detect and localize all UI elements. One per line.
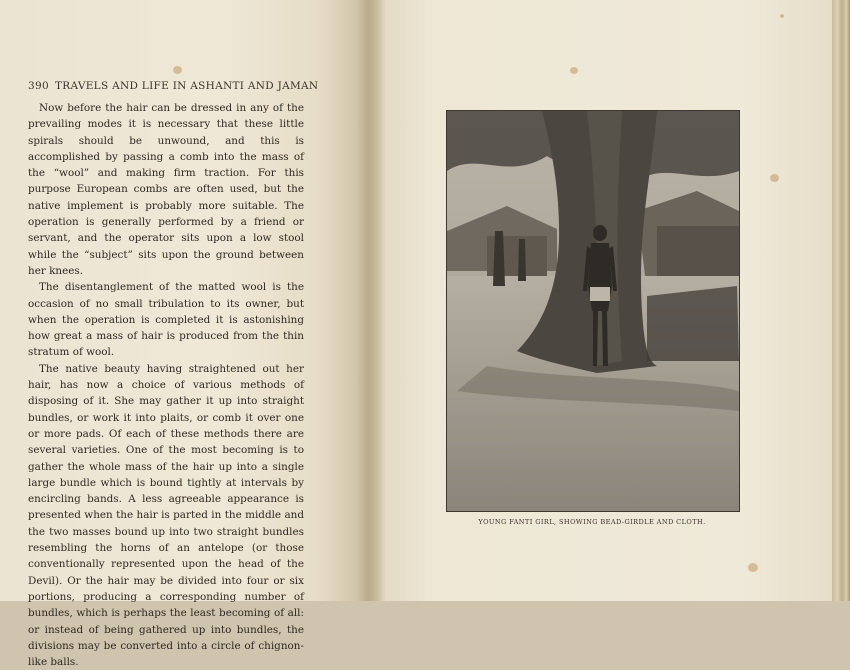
foxing-spot [748,563,758,572]
foxing-spot [173,66,182,74]
paragraph: The disentanglement of the matted wool is the occasion of no small tribulation to its owner, but when the operation is completed it is astonishing how great a mass of hair is produced from the thin stratum of wool. [28,281,304,359]
paragraph: The native beauty having straightened out her hair, has now a choice of various methods of disposing of it. She may gather it up into straight bundles, or work it into plaits, or comb it over one or more pads. Of each of these methods there are several varieties. One of the most becoming is to gather the whole mass of the hair up into a single large bundle which is bound tightly at intervals by encircling bands. A less agreeable appearance is presented when the hair is parted in the middle and the two masses bound up into two straight bundles resembling the horns of an antelope (or those conventionally represented upon the head of the Devil). Or the hair may be divided into four or six portions, producing a corresponding number of bundles, which is perhaps the least becoming of all: or instead of being gathered up into bundles, the divisions may be converted into a circle of chignon-like balls. [28,362,304,669]
photo-plate [446,110,740,512]
foxing-spot [570,67,578,74]
page-number: 390 [28,80,49,92]
running-head-title: TRAVELS AND LIFE IN ASHANTI AND JAMAN [54,80,319,92]
page-edges [832,0,850,601]
foxing-spot [770,174,779,182]
body-text [28,100,304,670]
photo-illustration [447,111,739,511]
running-head [28,80,328,92]
book-gutter [355,0,385,601]
plate-caption: YOUNG FANTI GIRL, SHOWING BEAD-GIRDLE AND CLOTH. [478,518,706,526]
foxing-spot [780,14,784,18]
paragraph: Now before the hair can be dressed in any of the prevailing modes it is necessary that these little spirals should be unwound, and this is accomplished by passing a comb into the mass of the “wool” and making firm traction. For this purpose European combs are often used, but the native implement is probably more suitable. The operation is generally performed by a friend or servant, and the operator sits upon a low stool while the “subject” sits upon the ground between her knees. [28,102,304,277]
